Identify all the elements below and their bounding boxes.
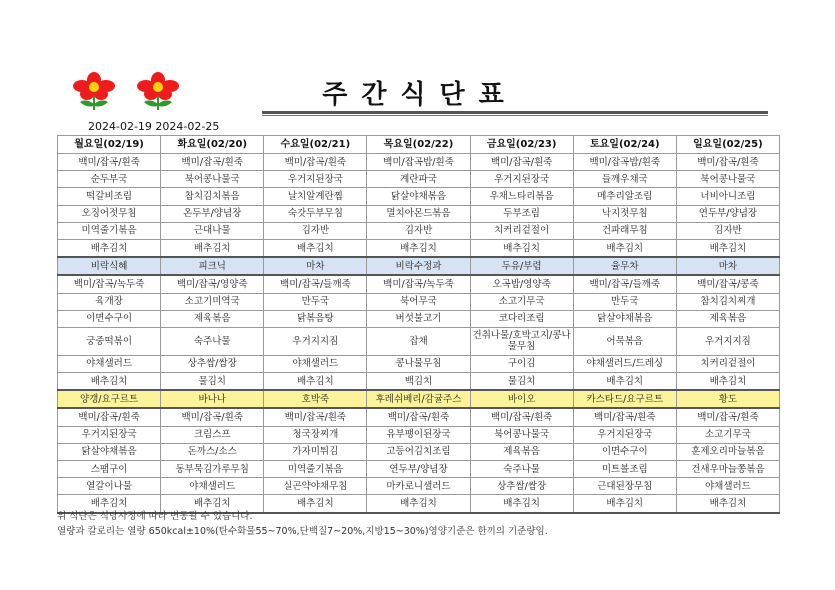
menu-cell: 백미/잡곡/흰죽 — [470, 408, 573, 426]
menu-cell: 백미/잡곡밥/흰죽 — [367, 154, 470, 171]
menu-cell: 백미/잡곡/흰죽 — [367, 408, 470, 426]
day-header: 화요일(02/20) — [161, 136, 264, 154]
note-line: 열량과 칼로리는 열량 650kcal±10%(탄수화물55~70%,단백질7~20%,지방15~30%)영양기준은 한끼의 기준량임. — [57, 526, 548, 537]
menu-cell: 잡채 — [367, 327, 470, 355]
menu-cell: 비락식혜 — [58, 257, 161, 275]
menu-cell: 상추쌈/쌈장 — [161, 355, 264, 372]
menu-cell: 카스타드/요구르트 — [573, 390, 676, 408]
menu-cell: 연두부/양념장 — [676, 205, 779, 222]
day-header: 수요일(02/21) — [264, 136, 367, 154]
page-title: 주간식단표 — [322, 80, 518, 110]
menu-cell: 코다리조림 — [470, 310, 573, 327]
dinner-row — [58, 426, 780, 443]
lunch-row — [58, 327, 780, 355]
menu-cell: 후레쉬베리/감귤주스 — [367, 390, 470, 408]
breakfast-row — [58, 205, 780, 222]
menu-cell: 이면수구이 — [58, 310, 161, 327]
menu-cell: 물김치 — [161, 373, 264, 391]
snack-row — [58, 390, 780, 408]
menu-cell: 오징어젓무침 — [58, 205, 161, 222]
menu-cell: 날치알계란찜 — [264, 188, 367, 205]
menu-cell: 배추김치 — [161, 495, 264, 513]
menu-cell: 북어콩나물국 — [161, 171, 264, 188]
day-header: 목요일(02/22) — [367, 136, 470, 154]
menu-cell: 닭살야채볶음 — [58, 443, 161, 460]
snack-row — [58, 257, 780, 275]
menu-cell: 연두부/양념장 — [367, 461, 470, 478]
lunch-row — [58, 355, 780, 372]
menu-cell: 순두부국 — [58, 171, 161, 188]
breakfast-row — [58, 222, 780, 239]
menu-cell: 백미/잡곡/흰죽 — [264, 408, 367, 426]
breakfast-row — [58, 154, 780, 171]
menu-cell: 북어콩나물국 — [676, 171, 779, 188]
menu-cell: 야채샐러드 — [676, 478, 779, 495]
menu-cell: 바나나 — [161, 390, 264, 408]
menu-cell: 마카로니샐러드 — [367, 478, 470, 495]
menu-cell: 참치김치볶음 — [161, 188, 264, 205]
dinner-row — [58, 461, 780, 478]
menu-cell: 건새우마늘쫑볶음 — [676, 461, 779, 478]
menu-cell: 두부조림 — [470, 205, 573, 222]
dinner-row — [58, 478, 780, 495]
menu-cell: 소고기미역국 — [161, 293, 264, 310]
menu-cell: 우거지지짐 — [264, 327, 367, 355]
menu-body — [58, 154, 780, 513]
menu-cell: 백미/잡곡/녹두죽 — [58, 275, 161, 293]
menu-cell: 김자반 — [676, 222, 779, 239]
menu-cell: 백미/잡곡/흰죽 — [676, 154, 779, 171]
menu-cell: 김자반 — [264, 222, 367, 239]
menu-cell: 백김치 — [367, 373, 470, 391]
menu-cell: 실곤약야채무침 — [264, 478, 367, 495]
menu-cell: 우거지된장국 — [573, 426, 676, 443]
day-header: 월요일(02/19) — [58, 136, 161, 154]
menu-cell: 숙갓두부무침 — [264, 205, 367, 222]
menu-cell: 배추김치 — [367, 495, 470, 513]
menu-cell: 야채샐러드/드레싱 — [573, 355, 676, 372]
menu-cell: 야채샐러드 — [58, 355, 161, 372]
menu-cell: 백미/잡곡/흰죽 — [676, 408, 779, 426]
menu-cell: 야채샐러드 — [264, 355, 367, 372]
lunch-row — [58, 275, 780, 293]
title-underline-thin — [262, 115, 768, 116]
menu-cell: 피크닉 — [161, 257, 264, 275]
menu-cell: 황도 — [676, 390, 779, 408]
menu-cell: 청국장찌개 — [264, 426, 367, 443]
menu-cell: 건취나물/호박고지/콩나물무침 — [470, 327, 573, 355]
menu-cell: 닭볶음탕 — [264, 310, 367, 327]
menu-cell: 야채샐러드 — [161, 478, 264, 495]
menu-cell: 우거지된장국 — [58, 426, 161, 443]
menu-cell: 가자미튀김 — [264, 443, 367, 460]
dinner-row — [58, 443, 780, 460]
menu-cell: 배추김치 — [573, 239, 676, 257]
menu-cell: 너비아니조림 — [676, 188, 779, 205]
menu-cell: 백미/잡곡/영양죽 — [161, 275, 264, 293]
menu-cell: 메추리알조림 — [573, 188, 676, 205]
menu-cell: 미역줄기볶음 — [264, 461, 367, 478]
menu-cell: 배추김치 — [58, 495, 161, 513]
menu-cell: 상추쌈/쌈장 — [470, 478, 573, 495]
menu-cell: 만두국 — [264, 293, 367, 310]
menu-cell: 우거지지짐 — [676, 327, 779, 355]
menu-cell: 양갱/요구르트 — [58, 390, 161, 408]
menu-cell: 참치김치찌개 — [676, 293, 779, 310]
menu-cell: 크림스프 — [161, 426, 264, 443]
menu-cell: 멸치아몬드볶음 — [367, 205, 470, 222]
menu-cell: 육개장 — [58, 293, 161, 310]
menu-cell: 제육볶음 — [161, 310, 264, 327]
menu-cell: 훈제오리마늘볶음 — [676, 443, 779, 460]
menu-cell: 백미/잡곡/흰죽 — [58, 154, 161, 171]
menu-cell: 숙주나물 — [470, 461, 573, 478]
menu-cell: 김자반 — [367, 222, 470, 239]
menu-cell: 북어콩나물국 — [470, 426, 573, 443]
menu-cell: 계란파국 — [367, 171, 470, 188]
menu-cell: 백미/잡곡/콩죽 — [676, 275, 779, 293]
menu-cell: 바이오 — [470, 390, 573, 408]
menu-cell: 백미/잡곡/녹두죽 — [367, 275, 470, 293]
menu-cell: 미역줄기볶음 — [58, 222, 161, 239]
menu-cell: 소고기무국 — [470, 293, 573, 310]
menu-cell: 우거지된장국 — [264, 171, 367, 188]
menu-cell: 동부묵김가루무침 — [161, 461, 264, 478]
note-line: 위 식단은 식당사정에 따라 변동될 수 있습니다. — [57, 511, 253, 522]
flower-icon — [137, 72, 179, 110]
menu-cell: 백미/잡곡/흰죽 — [58, 408, 161, 426]
menu-cell: 근대된장무침 — [573, 478, 676, 495]
day-header: 금요일(02/23) — [470, 136, 573, 154]
menu-cell: 마차 — [264, 257, 367, 275]
menu-cell: 미트볼조림 — [573, 461, 676, 478]
menu-cell: 유부팽이된장국 — [367, 426, 470, 443]
menu-cell: 배추김치 — [470, 239, 573, 257]
menu-cell: 건파래무침 — [573, 222, 676, 239]
menu-cell: 백미/잡곡/흰죽 — [573, 408, 676, 426]
menu-cell: 마차 — [676, 257, 779, 275]
menu-cell: 물김치 — [470, 373, 573, 391]
menu-cell: 궁중떡볶이 — [58, 327, 161, 355]
weekly-menu-table — [57, 135, 780, 514]
menu-cell: 구이김 — [470, 355, 573, 372]
menu-cell: 고등어김치조림 — [367, 443, 470, 460]
menu-cell: 백미/잡곡/흰죽 — [470, 154, 573, 171]
menu-cell: 온두부/양념장 — [161, 205, 264, 222]
breakfast-row — [58, 171, 780, 188]
menu-cell: 어묵볶음 — [573, 327, 676, 355]
menu-cell: 백미/잡곡/흰죽 — [161, 408, 264, 426]
notes — [57, 509, 548, 539]
menu-cell: 떡갈비조림 — [58, 188, 161, 205]
menu-cell: 배추김치 — [676, 373, 779, 391]
menu-cell: 배추김치 — [58, 373, 161, 391]
menu-cell: 배추김치 — [676, 495, 779, 513]
menu-cell: 비락수정과 — [367, 257, 470, 275]
menu-cell: 제육볶음 — [470, 443, 573, 460]
menu-cell: 콩나물무침 — [367, 355, 470, 372]
menu-cell: 배추김치 — [264, 239, 367, 257]
flower-decoration — [56, 70, 196, 114]
menu-cell: 소고기무국 — [676, 426, 779, 443]
menu-cell: 백미/잡곡/들깨죽 — [264, 275, 367, 293]
menu-cell: 이면수구이 — [573, 443, 676, 460]
menu-cell: 배추김치 — [470, 495, 573, 513]
menu-cell: 열갈이나물 — [58, 478, 161, 495]
menu-cell: 제육볶음 — [676, 310, 779, 327]
menu-cell: 우채느타리볶음 — [470, 188, 573, 205]
menu-cell: 만두국 — [573, 293, 676, 310]
lunch-row — [58, 373, 780, 391]
dinner-row — [58, 408, 780, 426]
menu-cell: 숙주나물 — [161, 327, 264, 355]
menu-cell: 배추김치 — [367, 239, 470, 257]
title-underline — [262, 111, 768, 114]
menu-cell: 돈까스/소스 — [161, 443, 264, 460]
menu-cell: 두유/부렴 — [470, 257, 573, 275]
menu-cell: 치커리겉절이 — [470, 222, 573, 239]
menu-cell: 백미/잡곡/흰죽 — [264, 154, 367, 171]
menu-cell: 배추김치 — [264, 373, 367, 391]
menu-cell: 들깨우채국 — [573, 171, 676, 188]
menu-cell: 배추김치 — [161, 239, 264, 257]
menu-cell: 율무차 — [573, 257, 676, 275]
breakfast-row — [58, 239, 780, 257]
menu-cell: 배추김치 — [573, 373, 676, 391]
menu-cell: 백미/잡곡/흰죽 — [161, 154, 264, 171]
menu-cell: 치커리겉절이 — [676, 355, 779, 372]
menu-cell: 배추김치 — [573, 495, 676, 513]
menu-cell: 스팸구이 — [58, 461, 161, 478]
menu-cell: 근대나물 — [161, 222, 264, 239]
menu-cell: 오곡밥/영양죽 — [470, 275, 573, 293]
menu-cell: 닭살야채볶음 — [573, 310, 676, 327]
day-header: 일요일(02/25) — [676, 136, 779, 154]
menu-cell: 배추김치 — [58, 239, 161, 257]
menu-cell: 백미/잡곡/들깨죽 — [573, 275, 676, 293]
lunch-row — [58, 310, 780, 327]
menu-cell: 북어무국 — [367, 293, 470, 310]
breakfast-row — [58, 188, 780, 205]
menu-cell: 백미/잡곡밥/흰죽 — [573, 154, 676, 171]
menu-cell: 배추김치 — [264, 495, 367, 513]
day-header: 토요일(02/24) — [573, 136, 676, 154]
menu-cell: 호박죽 — [264, 390, 367, 408]
date-range: 2024-02-19 2024-02-25 — [88, 120, 220, 133]
menu-cell: 닭살야채볶음 — [367, 188, 470, 205]
lunch-row — [58, 293, 780, 310]
flower-icon — [73, 72, 115, 110]
menu-cell: 낙지젓무침 — [573, 205, 676, 222]
day-header-row — [58, 136, 780, 154]
menu-cell: 버섯불고기 — [367, 310, 470, 327]
menu-cell: 배추김치 — [676, 239, 779, 257]
menu-cell: 우거지된장국 — [470, 171, 573, 188]
